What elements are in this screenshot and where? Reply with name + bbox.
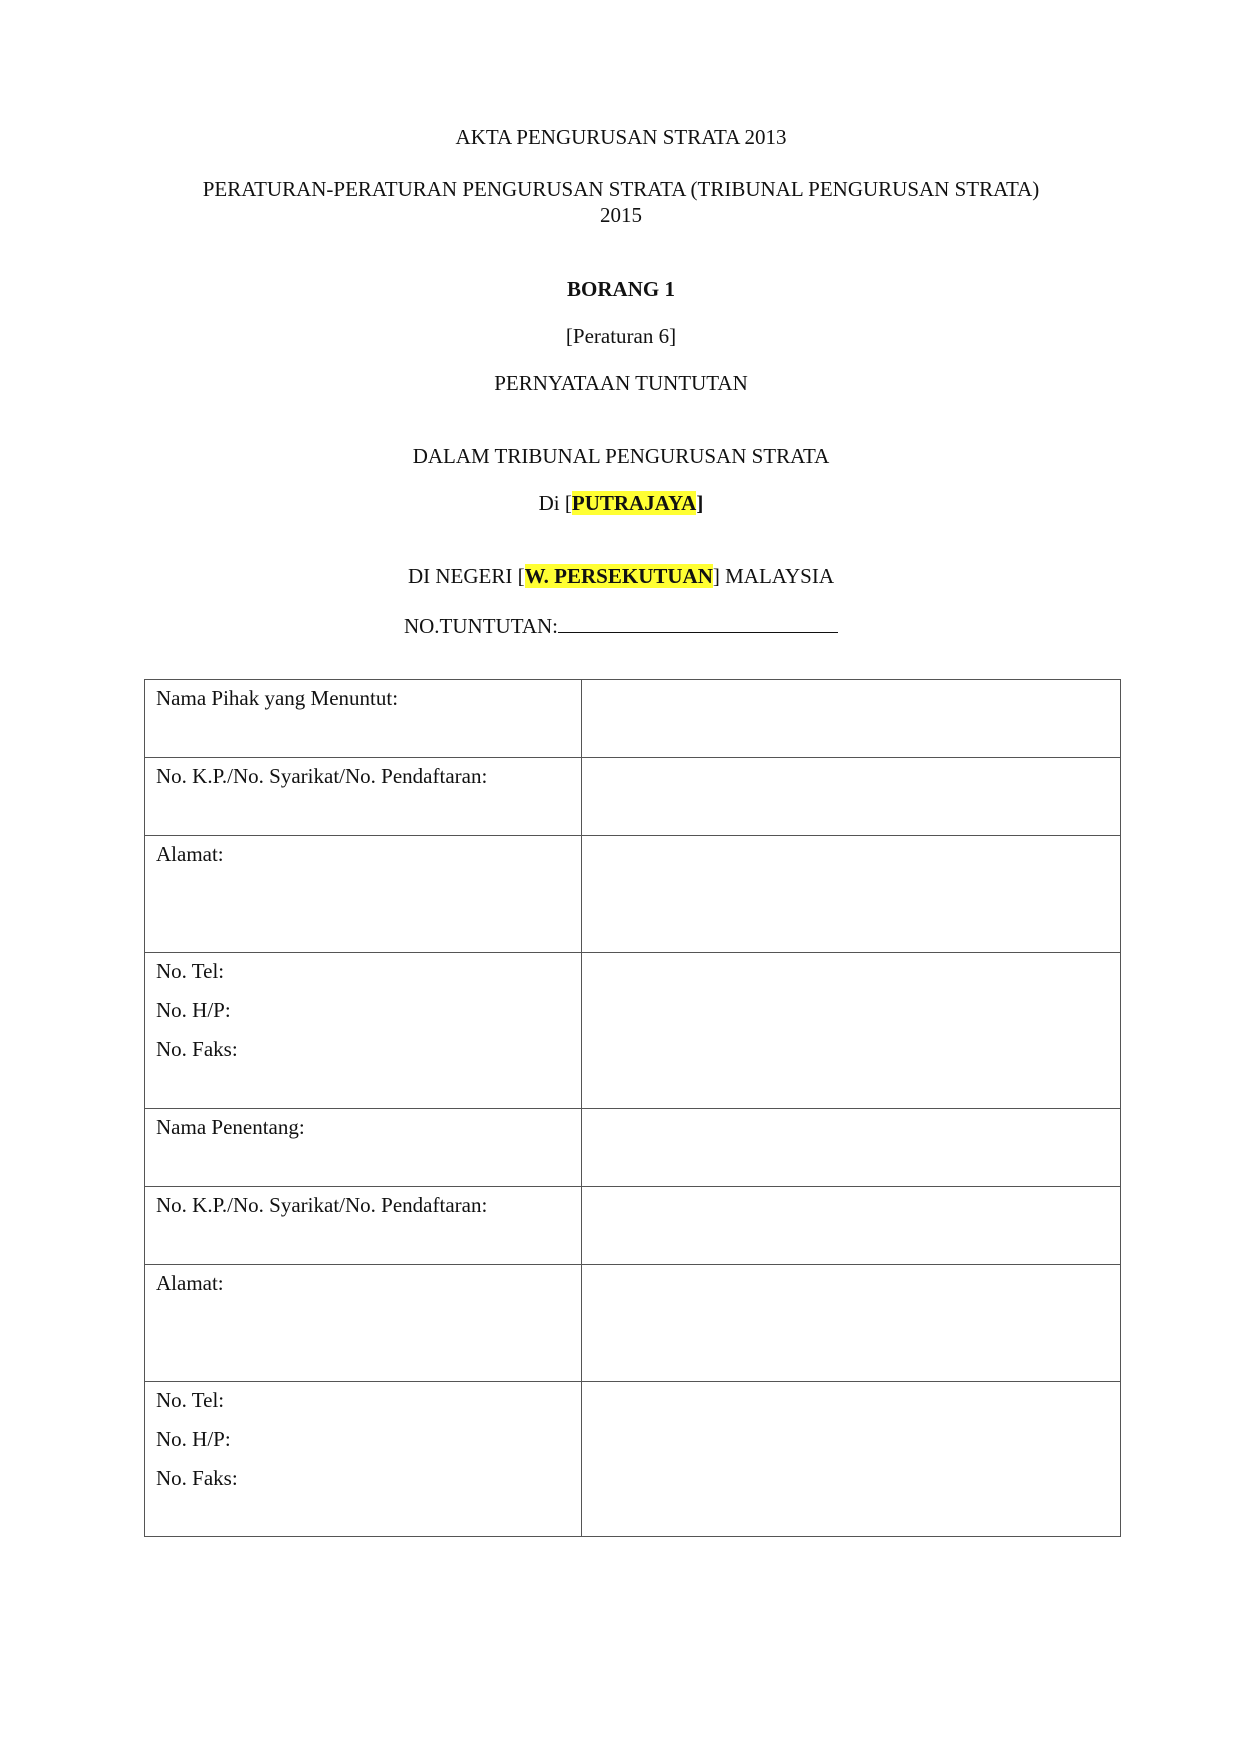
field-label: Nama Pihak yang Menuntut: bbox=[156, 686, 399, 710]
table-row bbox=[145, 758, 1121, 836]
state-suffix: ] MALAYSIA bbox=[712, 564, 835, 588]
field-label: No. Faks: bbox=[156, 1466, 238, 1490]
field-label-cell bbox=[145, 1265, 582, 1382]
form-title: PERNYATAAN TUNTUTAN bbox=[494, 371, 748, 395]
field-label-cell bbox=[145, 680, 582, 758]
field-label: No. Tel: bbox=[156, 1388, 225, 1412]
field-value-cell[interactable] bbox=[582, 1109, 1121, 1187]
table-row bbox=[145, 1382, 1121, 1537]
field-value-cell[interactable] bbox=[582, 953, 1121, 1109]
tribunal-line: DALAM TRIBUNAL PENGURUSAN STRATA bbox=[412, 444, 830, 468]
field-label: No. K.P./No. Syarikat/No. Pendaftaran: bbox=[156, 764, 488, 788]
field-label: Alamat: bbox=[156, 842, 224, 866]
field-label: Nama Penentang: bbox=[156, 1115, 305, 1139]
field-label-cell bbox=[145, 1382, 582, 1537]
field-label: No. Faks: bbox=[156, 1037, 238, 1061]
regulation-title-line2: 2015 bbox=[600, 203, 642, 227]
state-value: W. PERSEKUTUAN bbox=[524, 564, 713, 588]
location-prefix: Di [ bbox=[538, 491, 572, 515]
field-label: No. H/P: bbox=[156, 998, 231, 1022]
field-label-cell bbox=[145, 953, 582, 1109]
state-prefix: DI NEGERI [ bbox=[407, 564, 525, 588]
location-line bbox=[0, 490, 1242, 516]
field-label-cell bbox=[145, 758, 582, 836]
claim-number-line bbox=[0, 610, 1242, 639]
field-value-cell[interactable] bbox=[582, 680, 1121, 758]
table-row bbox=[145, 1109, 1121, 1187]
field-label-cell bbox=[145, 1187, 582, 1265]
regulation-reference: [Peraturan 6] bbox=[565, 324, 677, 348]
field-value-cell[interactable] bbox=[582, 1187, 1121, 1265]
field-value-cell[interactable] bbox=[582, 758, 1121, 836]
field-label: No. Tel: bbox=[156, 959, 225, 983]
field-label: No. H/P: bbox=[156, 1427, 231, 1451]
field-value-cell[interactable] bbox=[582, 836, 1121, 953]
table-row bbox=[145, 953, 1121, 1109]
claim-number-label: NO.TUNTUTAN: bbox=[403, 614, 559, 638]
regulation-title-line1: PERATURAN-PERATURAN PENGURUSAN STRATA (TRIBUNAL PENGURUSAN STRATA) bbox=[202, 177, 1040, 201]
claim-details-table bbox=[144, 679, 1121, 1537]
location-suffix: ] bbox=[696, 491, 704, 515]
field-label: No. K.P./No. Syarikat/No. Pendaftaran: bbox=[156, 1193, 488, 1217]
location-value: PUTRAJAYA bbox=[571, 491, 697, 515]
field-value-cell[interactable] bbox=[582, 1382, 1121, 1537]
table-row bbox=[145, 680, 1121, 758]
claim-number-blank[interactable] bbox=[558, 610, 838, 633]
field-value-cell[interactable] bbox=[582, 1265, 1121, 1382]
table-row bbox=[145, 1187, 1121, 1265]
field-label: Alamat: bbox=[156, 1271, 224, 1295]
state-line bbox=[0, 563, 1242, 589]
table-row bbox=[145, 836, 1121, 953]
field-label-cell bbox=[145, 836, 582, 953]
table-row bbox=[145, 1265, 1121, 1382]
form-number: BORANG 1 bbox=[567, 277, 675, 301]
field-label-cell bbox=[145, 1109, 582, 1187]
act-title: AKTA PENGURUSAN STRATA 2013 bbox=[455, 125, 787, 149]
